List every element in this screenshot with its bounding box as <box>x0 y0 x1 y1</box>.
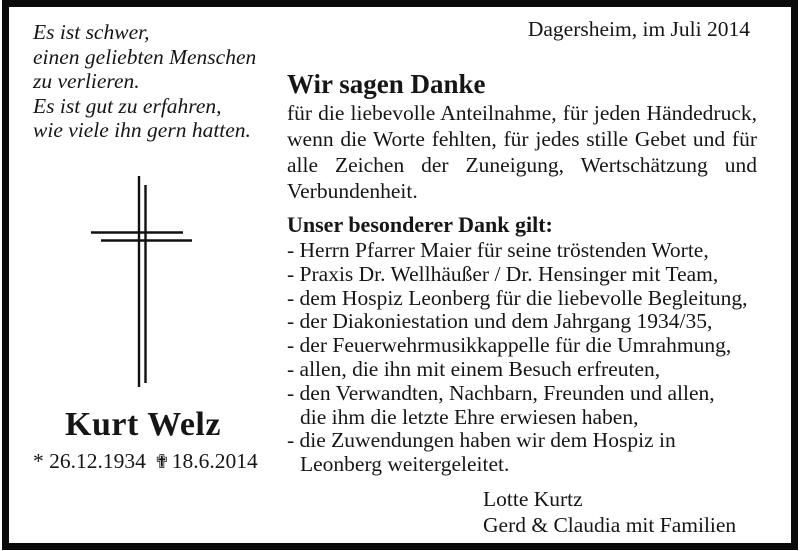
list-item: - der Diakoniestation und dem Jahrgang 1934/35, <box>287 309 713 334</box>
signature-line: Gerd & Claudia mit Familien <box>483 512 737 537</box>
list-item: - dem Hospiz Leonberg für die liebevolle Begleitung, <box>287 285 748 310</box>
poem-line: zu verlieren. <box>33 69 140 93</box>
poem-line: einen geliebten Menschen <box>33 44 257 69</box>
list-item-continuation: Leonberg weitergeleitet. <box>300 452 510 477</box>
deceased-name: Kurt Welz <box>65 406 221 443</box>
list-item: - allen, die ihn mit einem Besuch erfreuten, <box>287 356 661 381</box>
list-item: - den Verwandten, Nachbarn, Freunden und allen, <box>287 380 715 405</box>
poem-line: Es ist gut zu erfahren, <box>33 93 222 118</box>
paragraph-line: alle Zeichen der Zuneigung, Wertschätzung und <box>287 153 757 177</box>
poem-line: wie viele ihn gern hatten. <box>33 118 251 142</box>
list-item-continuation: die ihm die letzte Ehre erwiesen haben, <box>300 404 639 429</box>
paragraph-line: für die liebevolle Anteilnahme, für jeden Händedruck, <box>287 101 757 125</box>
life-dates <box>33 449 258 474</box>
memorial-poem <box>33 20 283 143</box>
paragraph-line: Verbundenheit. <box>287 179 418 203</box>
thanks-paragraph <box>287 100 757 204</box>
birth-date: * 26.12.1934 <box>33 449 146 473</box>
thanks-heading: Wir sagen Danke <box>287 69 486 99</box>
poem-line: Es ist schwer, <box>33 20 150 44</box>
paragraph-line: wenn die Worte fehlten, für jedes stille Gebet und für <box>287 127 757 151</box>
list-item: - Herrn Pfarrer Maier für seine tröstenden Worte, <box>287 238 709 262</box>
cross-dagger-icon: ✟ <box>153 451 170 473</box>
special-thanks-heading: Unser besonderer Dank gilt: <box>287 212 553 237</box>
thanks-list <box>287 239 757 477</box>
signature-line: Lotte Kurtz <box>483 487 583 511</box>
signature-block <box>483 487 736 538</box>
memorial-cross-icon <box>85 170 197 394</box>
list-item: - Praxis Dr. Wellhäußer / Dr. Hensinger mit Team, <box>287 261 719 286</box>
list-item: - die Zuwendungen haben wir dem Hospiz in <box>287 428 676 453</box>
death-date: 18.6.2014 <box>171 449 258 473</box>
list-item: - der Feuerwehrmusikkappelle für die Umrahmung, <box>287 333 732 358</box>
deceased-block <box>33 406 258 474</box>
dateline: Dagersheim, im Juli 2014 <box>527 17 750 41</box>
